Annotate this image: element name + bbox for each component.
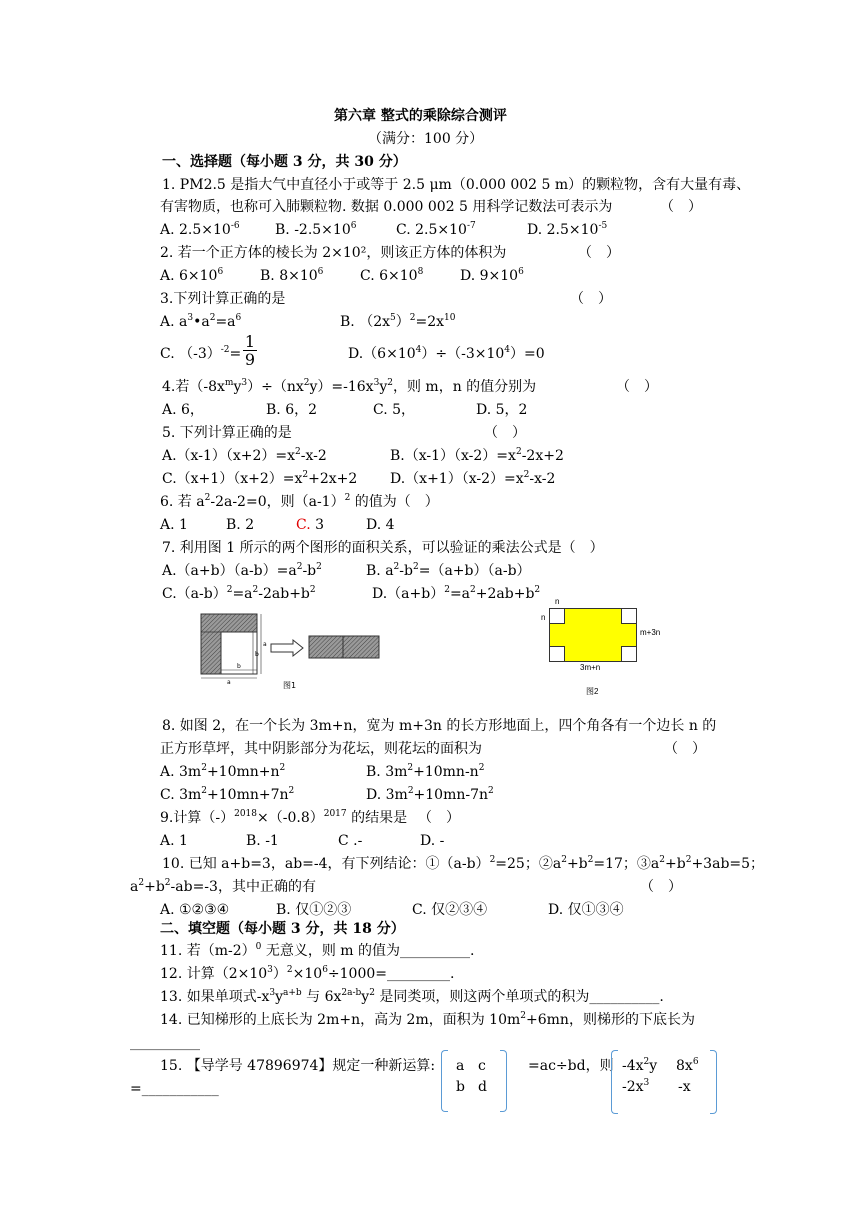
page-title: 第六章 整式的乘除综合测评	[334, 108, 507, 124]
q2-paren: （ ）	[578, 245, 620, 261]
q2-stem: 2. 若一个正方体的棱长为 2×10²，则该正方体的体积为	[160, 245, 507, 261]
q8-option-b: B. $3m^2+10mn-n^2$	[366, 763, 485, 780]
q7-option-c: $C.(a-b)^2=a^2-2ab+b^2$	[162, 585, 316, 602]
q8-option-a: A. $3m^2+10mn+n^2$	[160, 763, 286, 780]
q15-blank: =___________	[130, 1081, 219, 1097]
q4-option-d: D. 5，2	[476, 402, 528, 418]
q7-option-d: $D.(a+b)^2=a^2+2ab+b^2$	[372, 585, 541, 602]
q3-stem: 3.下列计算正确的是	[160, 291, 286, 307]
q15-m2-c: $-2x^3$	[622, 1078, 650, 1095]
q9-option-b: B. -1	[246, 833, 279, 849]
q9-option-a: A. 1	[160, 833, 188, 849]
q15-m2-b: $8x^6$	[676, 1057, 699, 1074]
q7-stem: 7. 利用图 1 所示的两个图形的面积关系，可以验证的乘法公式是（ ）	[162, 540, 604, 556]
q2-option-a: A. $6\times 10^6$	[160, 267, 224, 284]
q4-paren: （ ）	[616, 379, 658, 395]
q8-line1: 8. 如图 2，在一个长为 3m+n，宽为 m+3n 的长方形地面上，四个角各有一个边长 n 的	[162, 718, 717, 734]
q15-stem: 15. 【导学号 47896974】规定一种新运算:	[160, 1058, 436, 1074]
q9-stem: 9.计算$(-)^{2018}\times(-0.8)^{2017}$ 的结果是	[160, 809, 408, 826]
q15-eq: =ac÷bd，则	[528, 1058, 614, 1074]
q1-line1: 1. PM2.5 是指大气中直径小于或等于 2.5 μm（0.000 002 5 m）的颗粒物，含有大量有毒、	[162, 177, 751, 193]
q8-option-d: D. $3m^2+10mn-7n^2$	[366, 786, 494, 803]
q6-option-a: A. 1	[160, 517, 188, 533]
q15-m1-c: c	[478, 1058, 486, 1074]
q9-option-c: C .-	[338, 833, 363, 849]
q3-paren: （ ）	[570, 291, 612, 307]
fig2-label-n-top: n	[555, 597, 560, 606]
fig2-label-n-left: n	[541, 613, 546, 622]
q4-option-c: C. 5，	[373, 402, 416, 418]
fig1-label-b-right: b	[255, 651, 259, 658]
q1-option-c: C. $2.5\times 10^{-7}$	[396, 221, 476, 238]
q6-stem: 6. 若 $a^2-2a-2=0$，则$(a-1)^2$ 的值为（ ）	[160, 493, 439, 510]
q3-fraction: $\frac{1}{9}$	[244, 332, 256, 369]
q1-line2: 有害物质，也称可入肺颗粒物. 数据 0.000 002 5 用科学记数法可表示为	[160, 199, 613, 215]
q15-m1-d: d	[478, 1079, 487, 1095]
q2-option-d: D. $9\times 10^6$	[460, 267, 524, 284]
q1-paren: （ ）	[660, 199, 702, 215]
q5-option-a: $A.(x-1)(x+2)=x^2-x-2$	[162, 447, 327, 464]
q10-option-c: C. 仅②③④	[412, 902, 488, 918]
q12-stem: 12. 计算$(2\times 10^3)^2\times 10^6\div 1000=\_\_\_\_\_\_\_\_\_$.	[160, 965, 455, 982]
q5-option-d: $D.(x+1)(x-2)=x^2-x-2$	[390, 470, 556, 487]
q4-option-b: B. 6，2	[266, 402, 318, 418]
q3-option-d: $D.(6\times 10^4)\div(-3\times 10^4)=0$	[348, 345, 545, 362]
fig2-corner-bl	[549, 646, 565, 662]
fig1-label-a-bottom: a	[227, 679, 231, 686]
q3-option-b: B. $(2x^5)^2=2x^{10}$	[340, 313, 456, 330]
q6-option-b: B. 2	[226, 517, 255, 533]
fig2-label-bottom: 3m+n	[580, 663, 601, 672]
q10-line2: $a^2+b^2-ab=-3$，其中正确的有	[130, 878, 316, 895]
q6-option-d: D. 4	[366, 517, 395, 533]
q1-option-d: D. $2.5\times 10^{-5}$	[527, 221, 608, 238]
q10-option-d: D. 仅①③④	[548, 902, 624, 918]
figure-2	[536, 596, 676, 701]
fig2-label-right: m+3n	[640, 628, 661, 637]
q8-paren: （ ）	[664, 741, 706, 757]
q15-matrix1-right-bracket	[500, 1050, 507, 1112]
q3-option-a: A. $a^3•a^2=a^6$	[160, 313, 242, 330]
q10-paren: （ ）	[640, 879, 682, 895]
q14-line1: 14. 已知梯形的上底长为 2m+n，高为 2m，面积为 $10m^2+6mn$，则梯形的下底长为	[160, 1011, 695, 1028]
q1-option-b: B. $-2.5\times 10^6$	[275, 221, 357, 238]
q14-blank: __________	[130, 1035, 200, 1051]
q5-paren: （ ）	[484, 425, 526, 441]
q9-option-d: D. -	[420, 833, 445, 849]
score-note: （满分：100 分）	[368, 131, 484, 147]
fig2-caption: 图2	[586, 687, 599, 696]
q2-option-b: B. $8\times 10^6$	[260, 267, 324, 284]
q11-stem: 11. 若$(m-2)^0$ 无意义，则 m 的值为__________.	[160, 942, 475, 959]
q10-line1: 10. 已知 a+b=3，ab=-4，有下列结论：$①(a-b)^2=25$；$②a^2+b^2=17$；$③a^2+b^2+3ab=5$；	[162, 855, 765, 872]
q5-option-b: $B.(x-1)(x-2)=x^2-2x+2$	[390, 447, 564, 464]
fig2-corner-br	[621, 646, 637, 662]
q9-paren: （ ）	[418, 810, 460, 826]
q5-option-c: $C.(x+1)(x+2)=x^2+2x+2$	[162, 470, 358, 487]
q2-option-c: C. $6\times 10^8$	[360, 267, 424, 284]
q4-option-a: A. 6，	[162, 402, 204, 418]
fig1-label-a-right: a	[263, 641, 267, 648]
q7-option-a: $A.(a+b)(a-b)=a^2-b^2$	[162, 562, 322, 579]
q15-m2-a: $-4x^2y$	[622, 1057, 658, 1074]
q7-option-b: B. $a^2-b^2=(a+b)(a-b)$	[366, 562, 531, 579]
q15-matrix2-right-bracket	[710, 1050, 717, 1114]
fig1-caption: 图1	[283, 681, 297, 690]
q6-option-c: C. 3	[296, 517, 325, 533]
q15-m1-b: b	[456, 1079, 465, 1095]
q10-option-a: A. ①②③④	[160, 902, 230, 918]
q8-line2: 正方形草坪，其中阴影部分为花坛，则花坛的面积为	[160, 741, 482, 757]
section-choice-heading: 一、选择题（每小题 3 分，共 30 分）	[162, 154, 407, 170]
q15-matrix2-left-bracket	[611, 1050, 618, 1114]
q5-stem: 5. 下列计算正确的是	[162, 425, 292, 441]
fig2-corner-tl	[549, 608, 565, 624]
q8-option-c: C. $3m^2+10mn+7n^2$	[160, 786, 295, 803]
q1-option-a: A. $2.5\times 10^{-6}$	[160, 221, 240, 238]
q15-matrix1-left-bracket	[441, 1050, 448, 1112]
q15-m1-a: a	[456, 1058, 465, 1074]
q3-option-c: C. $(-3)^{-2}=$	[160, 345, 242, 362]
fig1-label-b-bottom: b	[237, 663, 241, 670]
section-fill-heading: 二、填空题（每小题 3 分，共 18 分）	[160, 921, 405, 937]
q10-option-b: B. 仅①②③	[276, 902, 352, 918]
q13-stem: 13. 如果单项式$-x^3y^{a+b}$ 与 $6x^{2a-b}y^2$ 是同类项，则这两个单项式的积为__________.	[160, 988, 664, 1005]
fig2-corner-tr	[621, 608, 637, 624]
q15-m2-d: -x	[678, 1079, 691, 1095]
q4-stem: 4.若$(-8x^my^3)\div(nx^2y)=-16x^3y^2$，则 m，n 的值分别为	[162, 378, 537, 395]
figure-1	[195, 608, 385, 698]
